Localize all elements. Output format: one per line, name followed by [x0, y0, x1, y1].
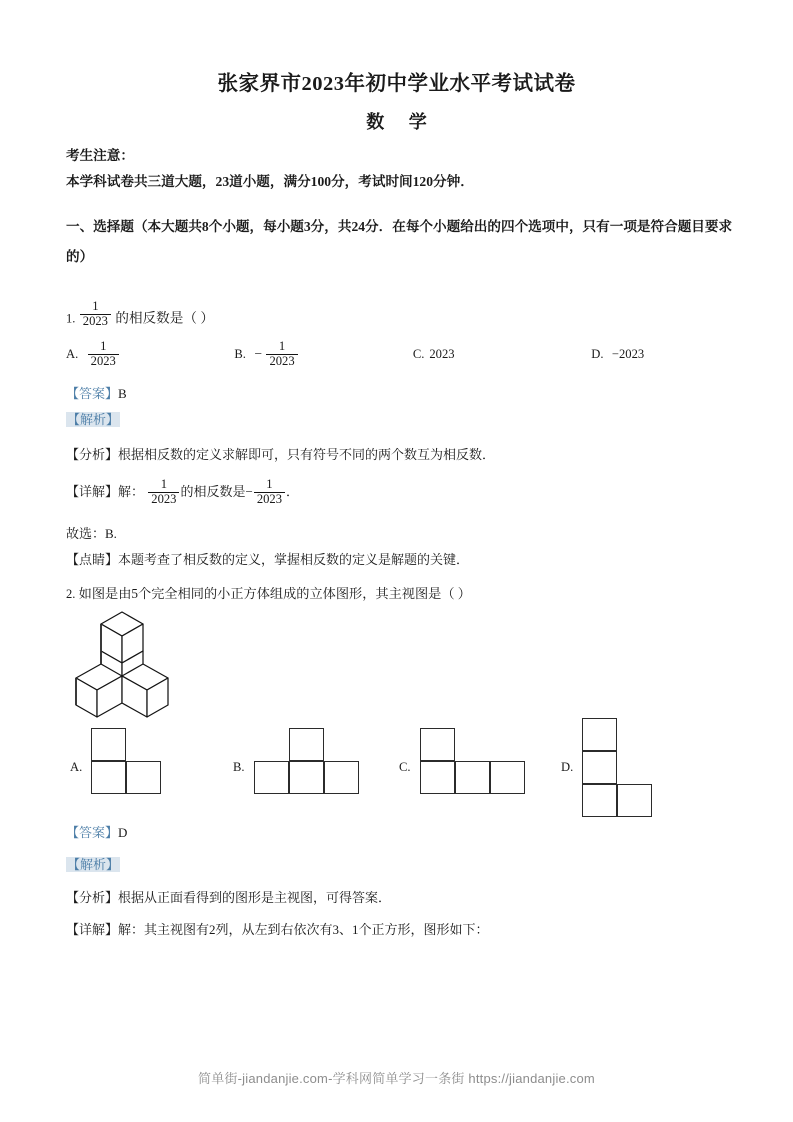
option-text: 2023	[429, 347, 455, 362]
fenxi-text: 根据从正面看得到的图形是主视图，可得答案．	[118, 890, 392, 905]
question-1-options	[66, 340, 746, 368]
option-letter: B.	[234, 347, 246, 362]
fraction-denominator: 2023	[80, 314, 111, 329]
option-fraction: $\frac{1}{2023}$	[266, 340, 297, 368]
question-1-number: 1.	[66, 311, 76, 326]
fenxi-text: 根据相反数的定义求解即可，只有符号不同的两个数互为相反数．	[118, 447, 496, 462]
question-1-stem-text: 的相反数是（ ）	[115, 310, 214, 326]
cube-stack-icon	[68, 606, 180, 728]
option-text: −2023	[611, 347, 645, 362]
question-1-answer	[66, 384, 127, 404]
footer-watermark: 简单街-jiandanjie.com-学科网简单学习一条街 https://jiandanjie.com	[198, 1071, 595, 1086]
question-2-xiangjie	[66, 920, 489, 940]
answer-value: B	[118, 386, 127, 401]
question-1-analysis-tag	[66, 410, 120, 430]
xiangjie-prefix: 解：	[118, 484, 145, 500]
question-2-option-a-label: A.	[70, 760, 83, 774]
question-1-dianjing	[66, 550, 469, 570]
dianjing-tag: 【点睛】	[66, 552, 119, 567]
question-2-stem	[66, 584, 471, 604]
question-2-fenxi	[66, 888, 391, 908]
page-title: 张家界市2023年初中学业水平考试试卷	[217, 73, 576, 95]
option-sign: −	[254, 346, 263, 362]
question-1-fraction	[80, 300, 111, 328]
question-1-option-a[interactable]	[66, 340, 231, 368]
xiangjie-tag: 【详解】	[66, 484, 119, 500]
option-letter: C.	[412, 347, 425, 362]
question-2-number: 2.	[66, 587, 76, 601]
question-2-options	[0, 718, 793, 838]
answer-value: D	[118, 825, 128, 840]
fenxi-tag: 【分析】	[66, 890, 119, 905]
analysis-tag: 【解析】	[67, 857, 120, 872]
xiangjie-tag: 【详解】	[66, 922, 119, 937]
question-2-option-b-label: B.	[233, 760, 245, 774]
xiangjie-fraction-1: $\frac{1}{2023}$	[148, 478, 179, 506]
subject-title: 数 学	[366, 112, 437, 132]
notice-line: 本学科试卷共三道大题，23道小题，满分100分，考试时间120分钟．	[66, 174, 474, 189]
dianjing-text: 本题考查了相反数的定义，掌握相反数的定义是解题的关键．	[118, 552, 470, 567]
analysis-tag: 【解析】	[67, 412, 120, 427]
xiangjie-fraction-2: $\frac{1}{2023}$	[254, 478, 285, 506]
option-letter: A.	[66, 347, 79, 362]
notice-label: 考生注意：	[66, 148, 134, 163]
answer-tag: 【答案】	[66, 825, 119, 840]
question-1-option-b[interactable]	[234, 340, 409, 368]
question-1-option-d[interactable]	[591, 344, 649, 364]
question-1-fenxi	[66, 445, 495, 465]
option-fraction: $\frac{1}{2023}$	[88, 340, 119, 368]
fenxi-tag: 【分析】	[66, 447, 119, 462]
question-1-guxuan: 故选：B.	[66, 526, 117, 541]
xiangjie-mid: 的相反数是	[180, 484, 246, 500]
option-letter: D.	[591, 347, 604, 362]
xiangjie-suffix: ．	[286, 484, 300, 500]
xiangjie-text: 解：其主视图有2列，从左到右依次有3、1个正方形，图形如下：	[118, 922, 489, 937]
fraction-numerator: 1	[92, 299, 99, 313]
section-heading-1: 一、选择题（本大题共8个小题，每小题3分，共24分．在每个小题给出的四个选项中，只有一项是符合题目要求的）	[66, 219, 733, 264]
xiangjie-sign: −	[245, 484, 253, 500]
question-1-xiangjie	[66, 478, 299, 506]
question-2-stem-text: 如图是由5个完全相同的小正方体组成的立体图形，其主视图是（ ）	[78, 586, 471, 601]
question-2-analysis-tag	[66, 855, 120, 875]
question-1-option-c[interactable]	[413, 344, 588, 364]
question-2-answer	[66, 823, 127, 843]
question-2-option-d-label: D.	[561, 760, 574, 774]
isometric-cube-figure	[68, 606, 180, 728]
question-1-stem	[66, 300, 214, 329]
question-2-option-c-label: C.	[399, 760, 411, 774]
answer-tag: 【答案】	[66, 386, 119, 401]
